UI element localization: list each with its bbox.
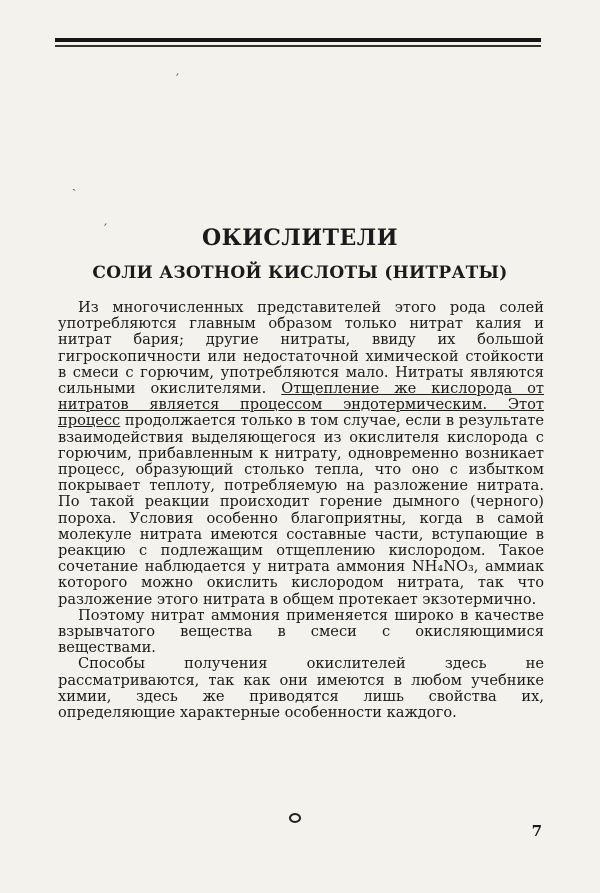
ink-blot — [289, 813, 301, 823]
top-rule-thin — [55, 45, 541, 47]
annotated-text: Отщепление же кислорода от нитратов является процессом эндотермическим. Этот процесс — [58, 380, 544, 430]
ink-mark: ′ — [104, 222, 107, 237]
ink-mark: ˴ — [72, 181, 77, 196]
paragraph-text: продолжается только в том случае, если в результате взаимодействия выделяющегося из окислителя кислорода с горючим, прибавленным к нитрату, одновременно возникает процесс, образующий столько тепла, что оно с избытком покрывает теплоту, потребляемую на разложение нитрата. По такой реакции происходит горение дымного (черного) пороха. Условия особенно благоприятны, когда в самой молекуле нитрата имеются составные части, вступающие в реакцию с подлежащим отщеплению кислородом. Такое сочетание наблюдается у нитрата аммония NH₄NO₃, аммиак которого можно окислить кислородом нитрата, так что разложение этого нитрата в общем протекает экзотермично. — [58, 412, 544, 608]
page-title: ОКИСЛИТЕЛИ — [201, 225, 399, 251]
top-rule — [55, 38, 541, 42]
paragraph: Поэтому нитрат аммония применяется широко в качестве взрывчатого вещества в смеси с окисляющимися веществами. — [58, 606, 544, 657]
section-title: СОЛИ АЗОТНОЙ КИСЛОТЫ (НИТРАТЫ) — [92, 263, 508, 283]
page-number: 7 — [531, 822, 542, 840]
paragraph: Способы получения окислителей здесь не рассматриваются, так как они имеются в любом учебнике химии, здесь же приводятся лишь свойства их, определяющие характерные особенности каждого. — [58, 655, 544, 722]
paragraph-text: Из многочисленных представителей этого рода солей употребляются главным образом только нитрат калия и нитрат бария; другие нитраты, ввиду их большой гигроскопичности или недостаточной химической стойкости в смеси с горючим, употребляются мало. Нитраты являются сильными окислителями. — [58, 299, 544, 398]
body-text — [58, 300, 544, 721]
paragraph — [58, 300, 544, 608]
ink-mark: ′ — [176, 72, 179, 87]
